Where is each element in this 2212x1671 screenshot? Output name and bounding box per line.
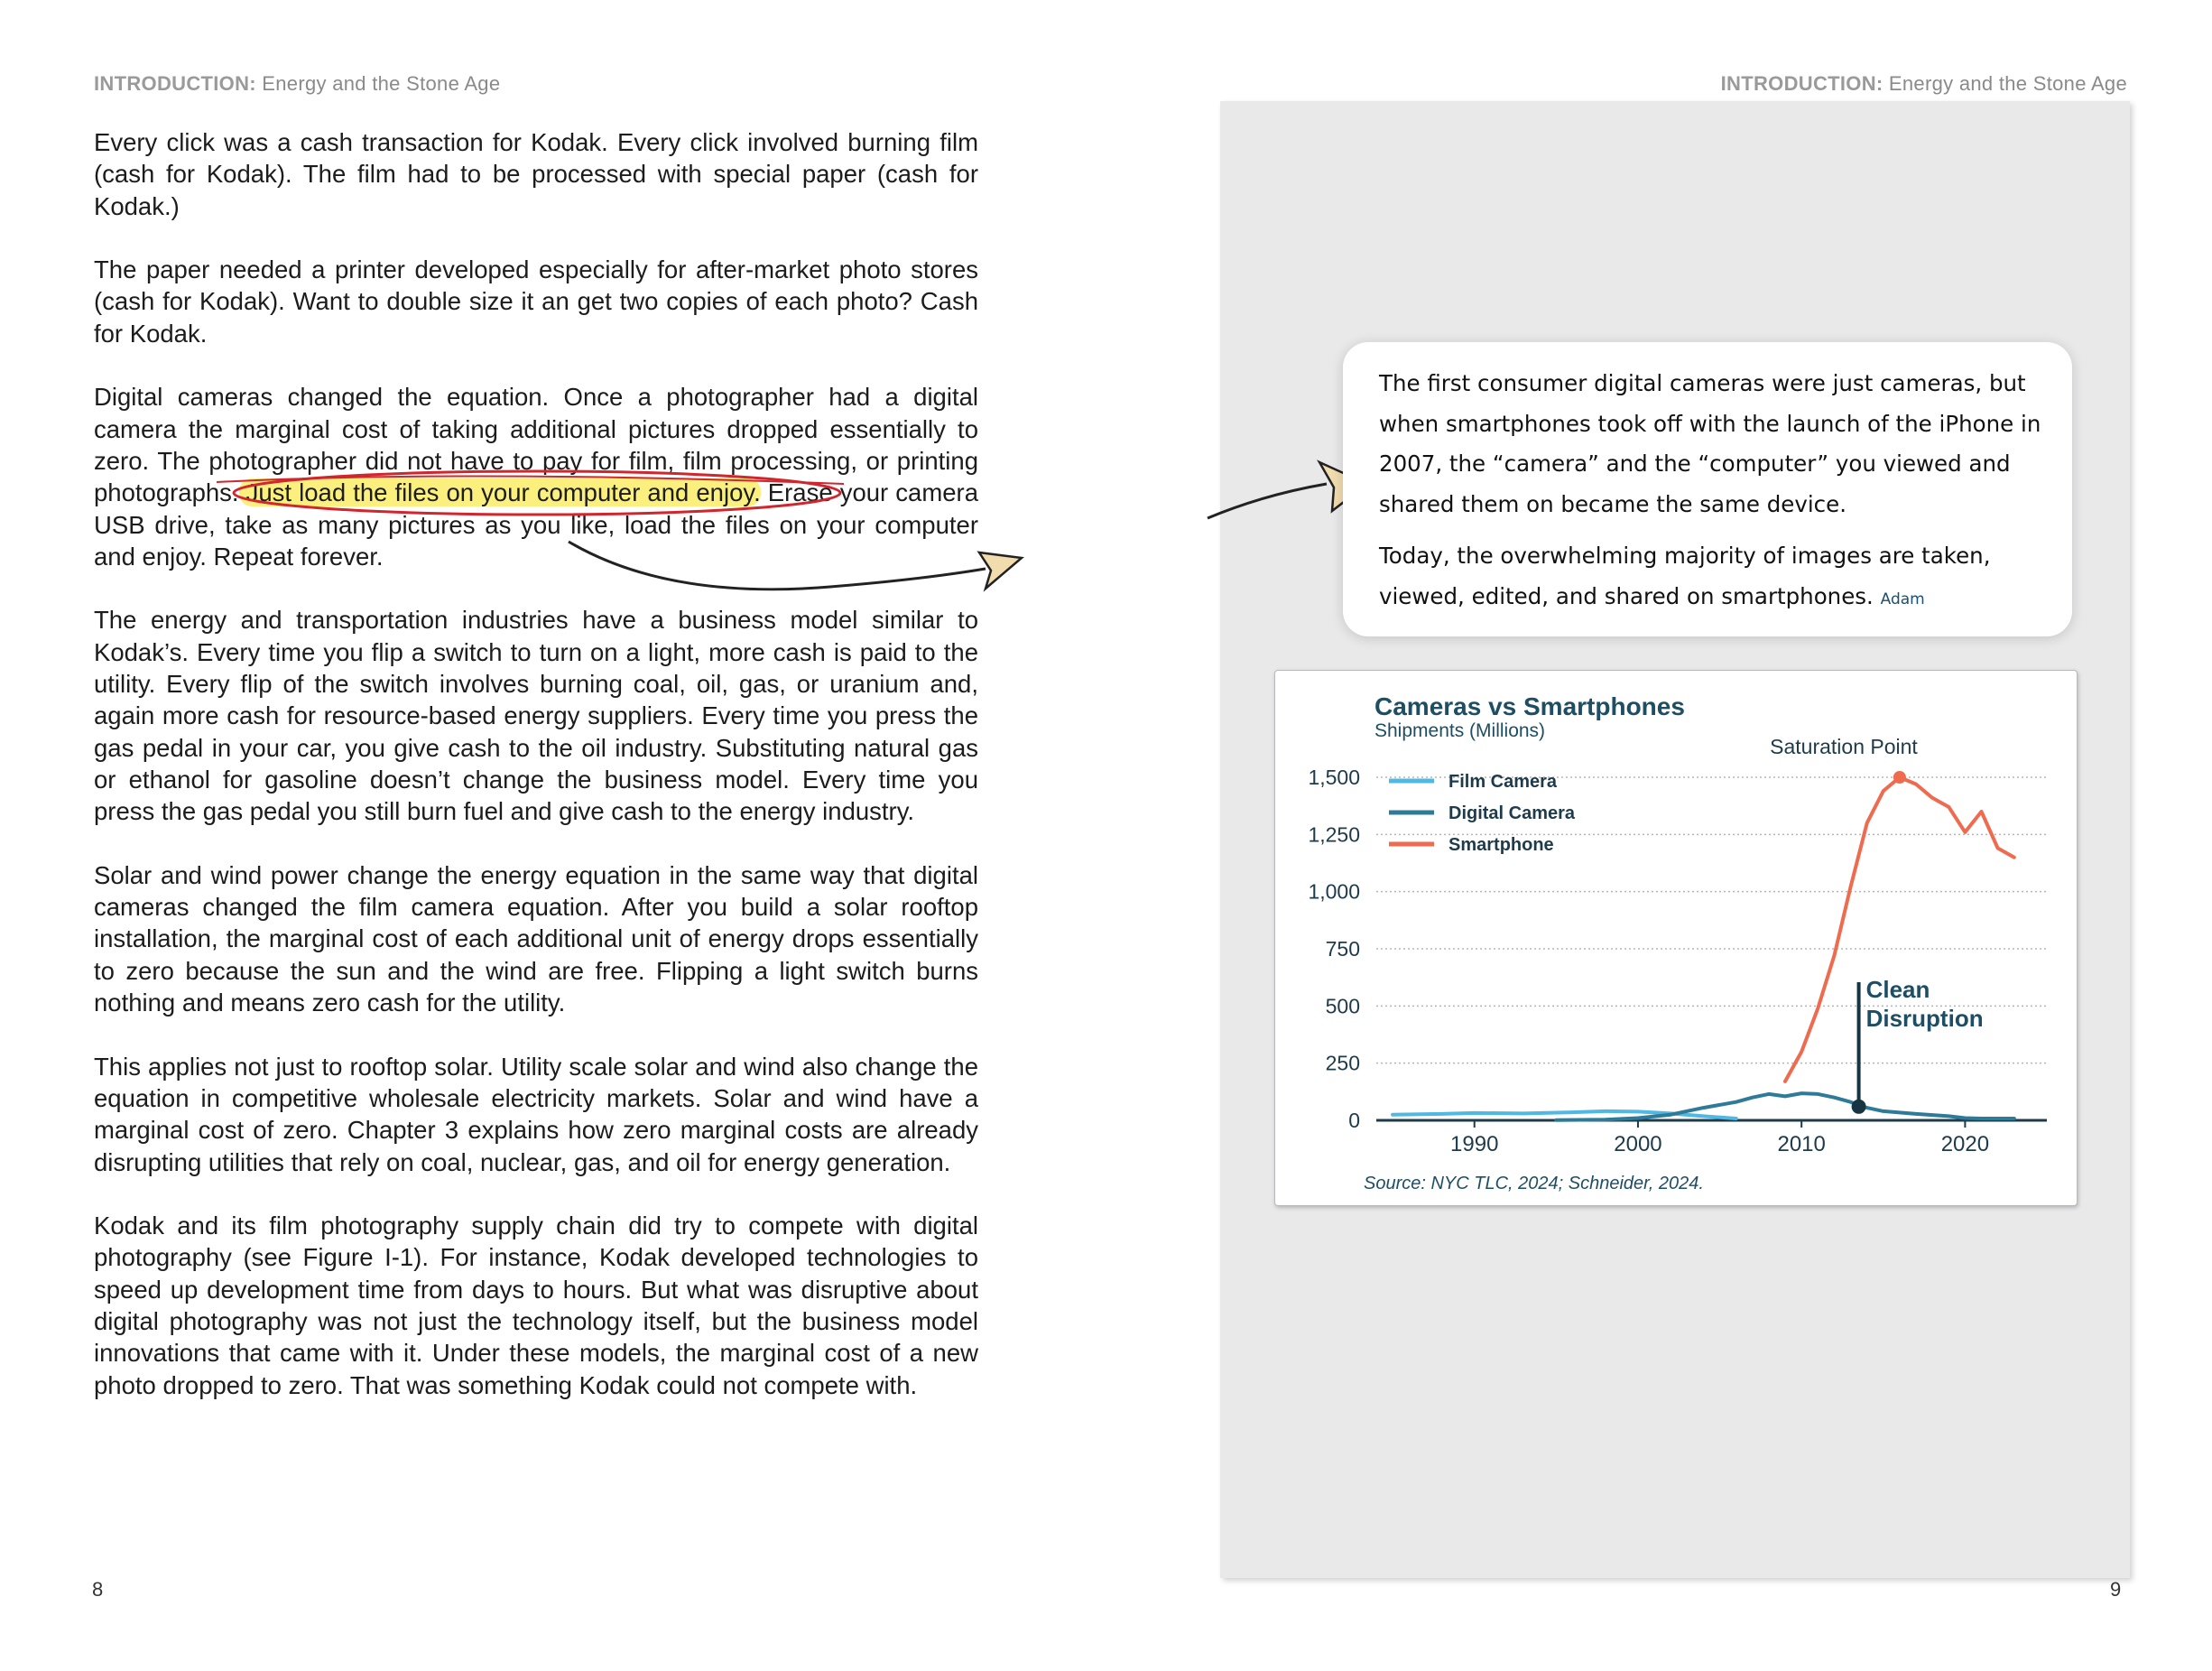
chart-legend [1389, 772, 1576, 855]
y-tick-label: 1,250 [1308, 822, 1360, 847]
legend-label: Digital Camera [1448, 803, 1576, 823]
clean-disruption-label-line1: Clean [1865, 976, 1930, 1003]
paragraph-2: The paper needed a printer developed especially for after-market photo stores (cash for Kodak). Want to double size it an get two copies of each photo? Cash for Kodak. [94, 255, 978, 348]
paragraph-3-end: Erase your camera USB drive, take as many pictures as you like, load the files on your computer and enjoy. Repeat forever. [94, 478, 978, 571]
y-tick-label: 500 [1325, 994, 1360, 1018]
note-paragraph-2 [1379, 536, 2047, 619]
chart-y-ticks [1308, 766, 1360, 1132]
saturation-point-label: Saturation Point [1770, 735, 1918, 758]
chart-source: Source: NYC TLC, 2024; Schneider, 2024. [1364, 1174, 1704, 1193]
paragraph-3 [94, 381, 978, 572]
chart-x-ticks [1450, 1120, 1989, 1156]
body-text [94, 126, 978, 1433]
chart-title: Cameras vs Smartphones [1374, 692, 1685, 720]
paragraph-4: The energy and transportation industries have a business model similar to Kodak’s. Every time you flip a switch to turn on a light, more cash is paid to the utility. Every flip of the switch involves burning coal, oil, gas, or uranium and, again more cash for resource-based energy suppliers. Every time you press the gas pedal in your car, you give cash to the oil industry. Substituting natural gas or ethanol for gasoline doesn’t change the business model. Every time you press the gas pedal you still burn fuel and give cash to the energy industry. [94, 606, 978, 826]
clean-disruption-label-line2: Disruption [1865, 1005, 1984, 1032]
paragraph-6: This applies not just to rooftop solar. Utility scale solar and wind also change the equation in competitive wholesale electricity markets. Solar and wind have a marginal cost of zero. Chapter 3 explains how zero marginal costs are already disrupting utilities that rely on coal, nuclear, gas, and oil for energy generation. [94, 1052, 978, 1176]
note-signature: Adam [1880, 589, 1925, 608]
arrowhead-icon [979, 552, 1022, 589]
x-tick-label: 2020 [1940, 1132, 1990, 1156]
legend-label: Film Camera [1448, 772, 1558, 792]
chart-svg [1275, 671, 2077, 1205]
page-number-right: 9 [2110, 1578, 2122, 1601]
y-tick-label: 1,000 [1308, 879, 1360, 904]
series-line [1556, 1093, 2014, 1120]
paragraph-3-start: Digital cameras changed the equation. Once a photographer had a digital camera the marginal cost of taking additional pictures dropped essentially to zero. The photographer did not have to pay for film, film processing, or printing photographs. [94, 383, 978, 507]
note-paragraph-1: The first consumer digital cameras were just cameras, but when smartphones took off with the launch of the iPhone in 2007, the “camera” and the “computer” you viewed and shared them on became the same device. [1379, 370, 2041, 517]
note-card [1343, 342, 2072, 636]
chart-annotations [1770, 735, 1983, 1114]
y-tick-label: 1,500 [1308, 766, 1360, 789]
x-tick-label: 2000 [1614, 1132, 1662, 1156]
y-tick-label: 250 [1325, 1051, 1360, 1075]
series-line [1785, 777, 2014, 1082]
paragraph-7: Kodak and its film photography supply chain did try to compete with digital photography (see Figure I-1). For instance, Kodak developed technologies to speed up development time from days to hours. But what was disruptive about digital photography was not just the technology itself, but the business model innovations that came with it. Under these models, the marginal cost of a new photo dropped to zero. That was something Kodak could not compete with. [94, 1211, 978, 1399]
clean-disruption-marker [1852, 1100, 1866, 1114]
saturation-point-marker [1893, 771, 1906, 784]
running-head-right: INTRODUCTION: Energy and the Stone Age [1720, 72, 2127, 95]
x-tick-label: 2010 [1777, 1132, 1826, 1156]
y-tick-label: 0 [1348, 1109, 1360, 1132]
x-tick-label: 1990 [1450, 1132, 1499, 1156]
note-text [1379, 364, 2047, 631]
page-number-left: 8 [92, 1578, 104, 1601]
legend-label: Smartphone [1448, 835, 1554, 855]
y-tick-label: 750 [1325, 937, 1360, 961]
note-paragraph-2-text: Today, the overwhelming majority of images are taken, viewed, edited, and shared on smartphones. [1379, 543, 1991, 609]
paragraph-5: Solar and wind power change the energy equation in the same way that digital cameras changed the film camera equation. After you build a solar rooftop installation, the marginal cost of each additional unit of energy drops essentially to zero because the sun and the wind are free. Flipping a light switch burns nothing and means zero cash for the utility. [94, 860, 978, 1017]
chart-subtitle: Shipments (Millions) [1374, 720, 1546, 741]
running-head-left: INTRODUCTION: Energy and the Stone Age [94, 72, 501, 95]
chart-figure [1274, 670, 2078, 1206]
paragraph-1: Every click was a cash transaction for Kodak. Every click involved burning film (cash for Kodak). The film had to be processed with special paper (cash for Kodak.) [94, 128, 978, 220]
highlighted-sentence: Just load the files on your computer and enjoy. [238, 478, 761, 507]
